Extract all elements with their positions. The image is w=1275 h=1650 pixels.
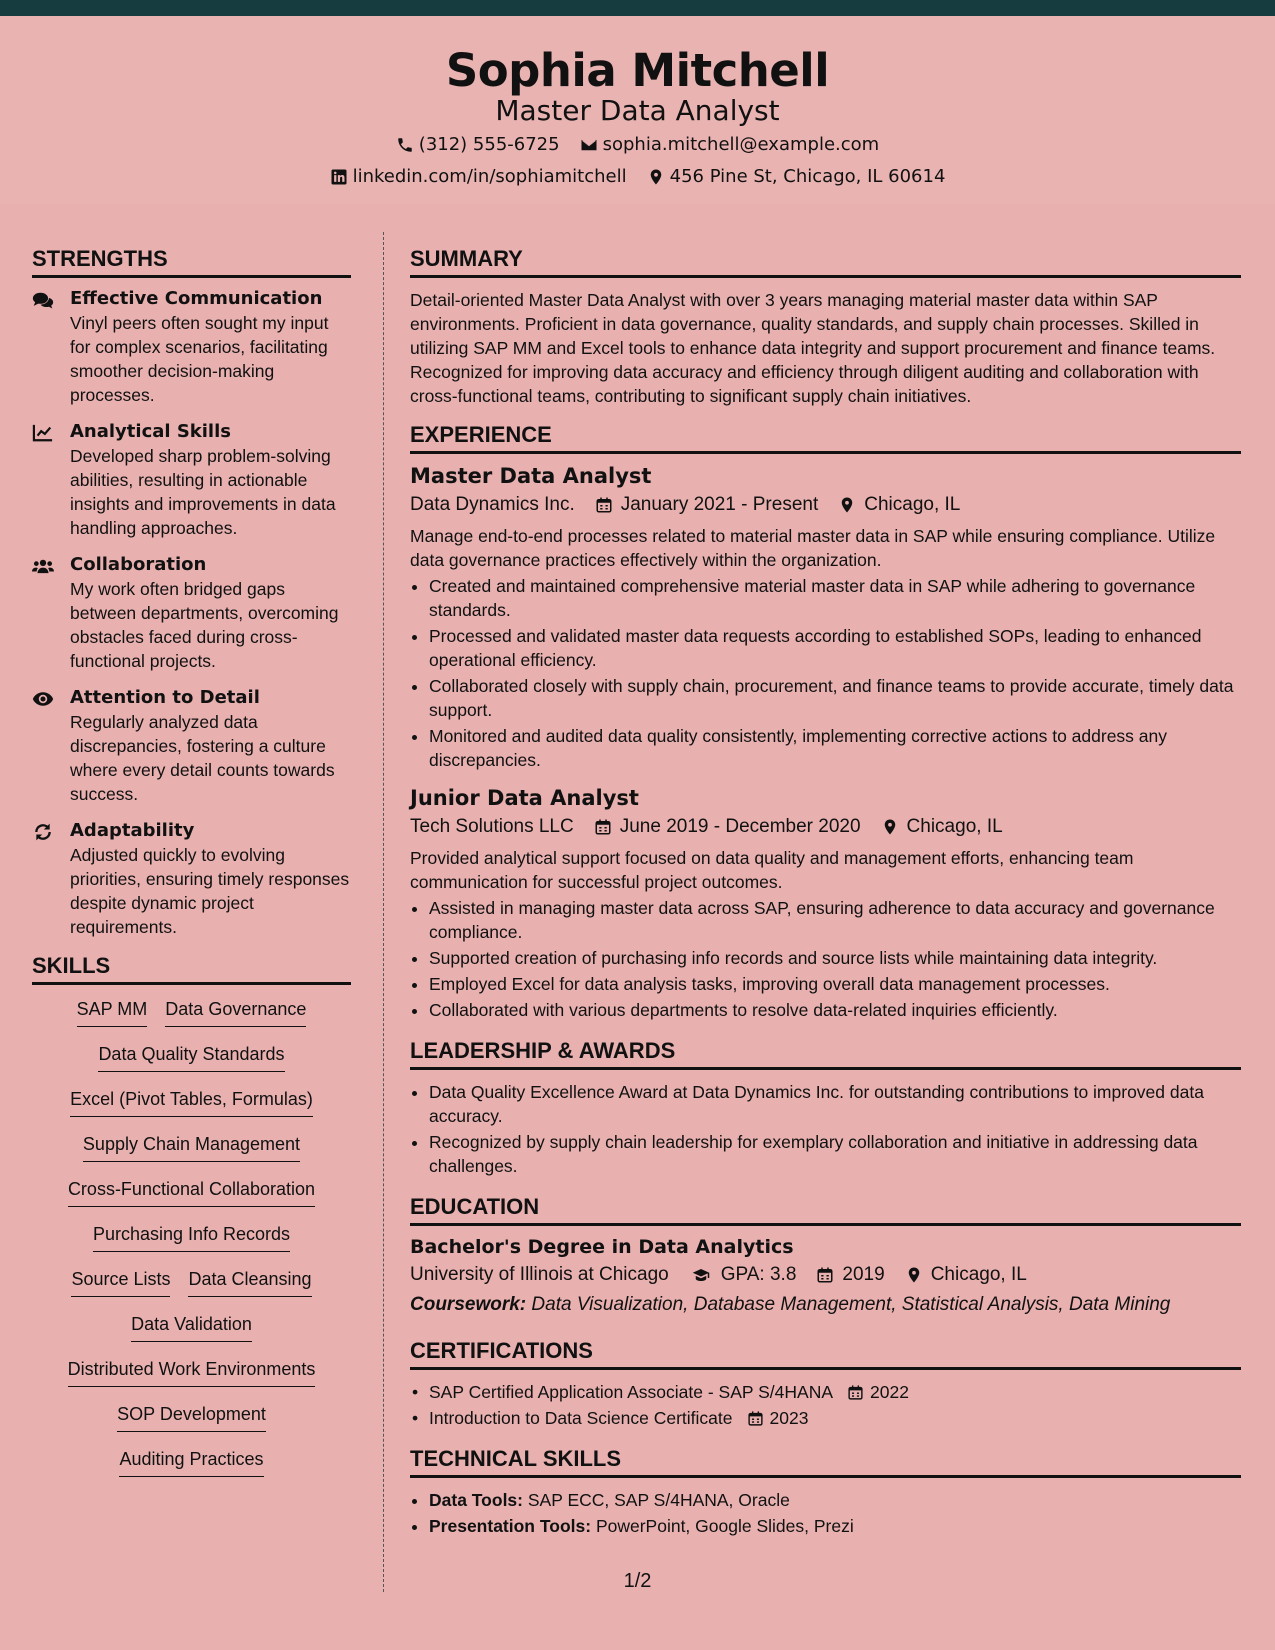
- skill-row: [32, 1089, 351, 1134]
- certifications-list: [410, 1380, 1241, 1430]
- certification-item: [429, 1380, 1241, 1404]
- skill-row: [32, 1044, 351, 1089]
- candidate-name: Sophia Mitchell: [445, 44, 830, 97]
- certification-name: • SAP Certified Application Associate - SAP S/4HANA: [429, 1382, 834, 1402]
- page-number: 1/2: [623, 1570, 652, 1592]
- resume-header: [0, 16, 1275, 204]
- skill-tag: Purchasing Info Records: [93, 1224, 290, 1252]
- job-dates: January 2021 - Present: [620, 494, 819, 515]
- skill-row: [32, 1404, 351, 1449]
- job-bullet: • Collaborated closely with supply chain, procurement, and finance teams to provide accurate, timely data support.: [429, 674, 1241, 722]
- contact-row-2: [0, 166, 1275, 187]
- skill-row: [32, 1179, 351, 1224]
- skill-row: [32, 1269, 351, 1314]
- education-location: Chicago, IL: [930, 1264, 1027, 1285]
- technical-skill-item: [429, 1514, 1241, 1538]
- column-divider: [383, 232, 384, 1592]
- technical-skill-label: Data Tools:: [429, 1490, 523, 1510]
- skill-row: [32, 1224, 351, 1269]
- technical-skill-label: Presentation Tools:: [429, 1516, 592, 1536]
- certification-year: 2023: [769, 1408, 809, 1428]
- skills-title: SKILLS: [32, 953, 351, 985]
- skill-tag: Excel (Pivot Tables, Formulas): [70, 1089, 313, 1117]
- calendar-icon: [747, 1410, 764, 1427]
- coursework-text: Data Visualization, Database Management, Statistical Analysis, Data Mining: [531, 1294, 1171, 1315]
- skill-tag: Data Cleansing: [188, 1269, 311, 1297]
- job-location: Chicago, IL: [864, 494, 961, 515]
- right-column: [410, 246, 1241, 1540]
- email-contact[interactable]: [580, 134, 880, 155]
- skill-tag: Source Lists: [71, 1269, 170, 1297]
- strength-item: [32, 687, 351, 806]
- education-meta: [410, 1264, 1241, 1286]
- map-marker-icon: [647, 168, 665, 186]
- strength-desc: My work often bridged gaps between departments, overcoming obstacles faced during cross-functional projects.: [70, 579, 339, 671]
- technical-skills-title: TECHNICAL SKILLS: [410, 1446, 1241, 1478]
- calendar-icon: [816, 1266, 834, 1284]
- strength-title: Attention to Detail: [70, 687, 260, 708]
- summary-title: SUMMARY: [410, 246, 1241, 278]
- linkedin-icon: [330, 168, 348, 186]
- skill-row: [32, 1134, 351, 1179]
- strength-desc: Adjusted quickly to evolving priorities, ensuring timely responses despite dynamic project requirements.: [70, 845, 350, 937]
- education-year: 2019: [842, 1264, 885, 1285]
- strength-title: Adaptability: [70, 820, 195, 841]
- strengths-list: [32, 288, 351, 939]
- job-bullet: • Monitored and audited data quality consistently, implementing corrective actions to address any discrepancies.: [429, 724, 1241, 772]
- job-dates: June 2019 - December 2020: [619, 816, 861, 837]
- email-text[interactable]: sophia.mitchell@example.com: [602, 134, 880, 155]
- skill-tag: Distributed Work Environments: [68, 1359, 316, 1387]
- chart-line-icon: [32, 421, 70, 540]
- experience-list: [410, 464, 1241, 1022]
- education-coursework: [410, 1294, 1241, 1316]
- skill-tag: Cross-Functional Collaboration: [68, 1179, 315, 1207]
- certifications-title: CERTIFICATIONS: [410, 1338, 1241, 1370]
- strength-item: [32, 288, 351, 407]
- job-bullet: • Created and maintained comprehensive material master data in SAP while adhering to governance standards.: [429, 574, 1241, 622]
- experience-title: EXPERIENCE: [410, 422, 1241, 454]
- skill-tag: Auditing Practices: [119, 1449, 263, 1477]
- strength-title: Analytical Skills: [70, 421, 231, 442]
- coursework-label: Coursework:: [410, 1294, 527, 1315]
- award-item: • Data Quality Excellence Award at Data Dynamics Inc. for outstanding contributions to improved data accuracy.: [429, 1080, 1241, 1128]
- strength-title: Collaboration: [70, 554, 207, 575]
- candidate-role: Master Data Analyst: [495, 94, 780, 127]
- skill-tag: Data Quality Standards: [98, 1044, 284, 1072]
- skill-tag: Supply Chain Management: [83, 1134, 300, 1162]
- map-marker-icon: [881, 818, 899, 836]
- education-degree: Bachelor's Degree in Data Analytics: [410, 1236, 794, 1258]
- phone-icon: [396, 136, 414, 154]
- strength-item: [32, 820, 351, 939]
- skill-row: [32, 999, 351, 1044]
- job-title: Junior Data Analyst: [410, 786, 639, 810]
- users-icon: [32, 554, 70, 673]
- strengths-title: STRENGTHS: [32, 246, 351, 278]
- certification-year: 2022: [870, 1382, 909, 1402]
- calendar-icon: [595, 496, 613, 514]
- education-gpa: GPA: 3.8: [720, 1264, 797, 1285]
- address-contact: [647, 166, 946, 187]
- job-bullet: • Processed and validated master data requests according to established SOPs, leading to enhanced operational efficiency.: [429, 624, 1241, 672]
- strength-item: [32, 554, 351, 673]
- comments-icon: [32, 288, 70, 407]
- calendar-icon: [594, 818, 612, 836]
- calendar-icon: [847, 1384, 864, 1401]
- strength-desc: Vinyl peers often sought my input for complex scenarios, facilitating smoother decision-making processes.: [70, 313, 329, 405]
- skill-row: [32, 1314, 351, 1359]
- job-bullet: • Supported creation of purchasing info records and source lists while maintaining data integrity.: [429, 946, 1241, 970]
- skill-row: [32, 1449, 351, 1494]
- job-meta: [410, 494, 1241, 516]
- job-location: Chicago, IL: [906, 816, 1003, 837]
- job-bullets: [410, 896, 1241, 1022]
- contact-row-1: [0, 134, 1275, 155]
- skill-tag: SOP Development: [117, 1404, 266, 1432]
- certification-name: • Introduction to Data Science Certificate: [429, 1408, 733, 1428]
- address-text: 456 Pine St, Chicago, IL 60614: [669, 166, 946, 187]
- technical-skills-list: [410, 1488, 1241, 1538]
- technical-skill-value: SAP ECC, SAP S/4HANA, Oracle: [527, 1490, 790, 1510]
- technical-skill-item: [429, 1488, 1241, 1512]
- education-title: EDUCATION: [410, 1194, 1241, 1226]
- top-bar: [0, 0, 1275, 16]
- leadership-title: LEADERSHIP & AWARDS: [410, 1038, 1241, 1070]
- map-marker-icon: [838, 496, 856, 514]
- job-bullet: • Collaborated with various departments to resolve data-related inquiries efficiently.: [429, 998, 1241, 1022]
- linkedin-text[interactable]: linkedin.com/in/sophiamitchell: [352, 166, 627, 187]
- summary-text: Detail-oriented Master Data Analyst with over 3 years managing material master data within SAP environments. Proficient in data governance, quality standards, and supply chain processes. Skilled in utilizing SAP MM and Excel tools to enhance data integrity and support procurement and finance teams. Recognized for improving data accuracy and efficiency through diligent auditing and collaboration with cross-functional teams, contributing to significant supply chain initiatives.: [410, 290, 1216, 406]
- job-description: Provided analytical support focused on data quality and management efforts, enhancing team communication for successful project outcomes.: [410, 848, 1134, 892]
- leadership-list: [410, 1080, 1241, 1178]
- job-entry: [410, 464, 1241, 772]
- envelope-icon: [580, 136, 598, 154]
- job-title: Master Data Analyst: [410, 464, 652, 488]
- job-bullets: [410, 574, 1241, 772]
- sync-icon: [32, 820, 70, 939]
- eye-icon: [32, 687, 70, 806]
- skill-tag: Data Governance: [165, 999, 306, 1027]
- strength-title: Effective Communication: [70, 288, 323, 309]
- strength-desc: Developed sharp problem-solving abilities, resulting in actionable insights and improvements in data handling approaches.: [70, 446, 336, 538]
- technical-skill-value: PowerPoint, Google Slides, Prezi: [595, 1516, 854, 1536]
- strength-item: [32, 421, 351, 540]
- skill-row: [32, 1359, 351, 1404]
- job-entry: [410, 786, 1241, 1022]
- strength-desc: Regularly analyzed data discrepancies, fostering a culture where every detail counts towards success.: [70, 712, 335, 804]
- job-company: Data Dynamics Inc.: [410, 494, 575, 515]
- linkedin-contact[interactable]: [330, 166, 627, 187]
- skill-tag: Data Validation: [131, 1314, 252, 1342]
- phone-contact: [396, 134, 560, 155]
- skills-list: [32, 999, 351, 1494]
- job-bullet: • Employed Excel for data analysis tasks, improving overall data management processes.: [429, 972, 1241, 996]
- left-column: [32, 246, 351, 1494]
- job-meta: [410, 816, 1241, 838]
- job-description: Manage end-to-end processes related to material master data in SAP while ensuring compliance. Utilize data governance practices effectively within the organization.: [410, 526, 1216, 570]
- map-marker-icon: [905, 1266, 923, 1284]
- job-bullet: • Assisted in managing master data across SAP, ensuring adherence to data accuracy and governance compliance.: [429, 896, 1241, 944]
- skill-tag: SAP MM: [77, 999, 148, 1027]
- job-company: Tech Solutions LLC: [410, 816, 574, 837]
- certification-item: [429, 1406, 1241, 1430]
- education-school: University of Illinois at Chicago: [410, 1264, 669, 1285]
- award-item: • Recognized by supply chain leadership for exemplary collaboration and initiative in addressing data challenges.: [429, 1130, 1241, 1178]
- graduation-cap-icon: [689, 1266, 713, 1284]
- phone-text: (312) 555-6725: [418, 134, 560, 155]
